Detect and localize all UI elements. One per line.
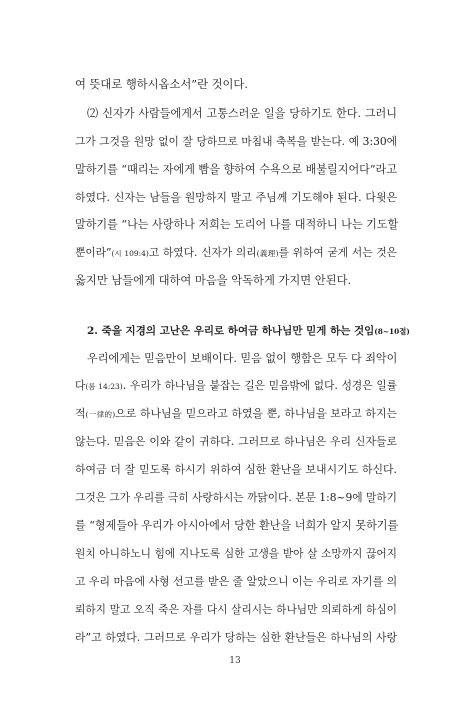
page-number: 13 (229, 656, 241, 666)
text-line: 적(一律的)으로 하나님을 믿으라고 하였을 뿐, 하나님을 보라고 하지는 (75, 407, 397, 420)
bible-reference: (롬 14:23) (85, 382, 123, 391)
text-line: 다(롬 14:23). 우리가 하나님을 붙잡는 길은 믿음밖에 없다. 성경은 일률 (75, 379, 397, 392)
text-line: 말하기를 “나는 사랑하나 저희는 도리어 나를 대적하니 나는 기도할 (75, 218, 399, 231)
section-heading: 2. 죽을 지경의 고난은 우리로 하여금 하나님만 믿게 하는 것임(8~10절) (87, 325, 410, 337)
text-line: 고 우리 마음에 사형 선고를 받은 줄 알았으니 이는 우리로 자기를 의 (75, 575, 398, 588)
text-line: 우리에게는 믿음만이 보배이다. 믿음 없이 행함은 모두 다 죄악이 (87, 352, 398, 365)
text-line: 라”고 하였다. 그러므로 우리가 당하는 심한 환난들은 하나님의 사랑 (75, 631, 397, 644)
text-line: 뿐이라”(시 109:4)고 하였다. 신자가 의리(義理)를 위하여 굳게 서는 것은 (75, 246, 397, 259)
text-line: ⑵ 신자가 사람들에게서 고통스러운 일을 당하기도 한다. 그러니 (87, 107, 397, 120)
text-line: 그가 그것을 원망 없이 잘 당하므로 마침내 축복을 받는다. 예 3:30에 (75, 135, 397, 148)
text-line: 를 “형제들아 우리가 아시아에서 당한 환난을 너희가 알지 못하기를 (75, 519, 399, 532)
text-line: 말하기를 “때리는 자에게 빰을 향하여 수욕으로 배불릴지어다”라고 (75, 163, 397, 176)
verse-range: (8~10절) (374, 327, 410, 336)
bible-reference: (시 109:4) (111, 249, 149, 258)
text-line: 옳지만 남들에게 대하여 마음을 악독하게 가지면 안된다. (75, 274, 352, 287)
hanja-annotation: (一律的) (85, 410, 116, 419)
text-line: 않는다. 믿음은 이와 같이 귀하다. 그러므로 하나님은 우리 신자들로 (75, 435, 397, 448)
text-line: 그것은 그가 우리를 극히 사랑하시는 까닭이다. 본문 1:8~9에 말하기 (75, 491, 397, 504)
text-line: 하였다. 신자는 남들을 원망하지 말고 주님께 기도해야 된다. 다윗은 (75, 191, 397, 204)
text-line: 원치 아니하노니 힘에 지나도록 심한 고생을 받아 살 소망까지 끊어지 (75, 547, 397, 560)
hanja-annotation: (義理) (256, 249, 279, 258)
text-line: 하여금 더 잘 믿도록 하시기 위하여 심한 환난을 보내시기도 하신다. (75, 463, 397, 476)
text-line: 뢰하지 말고 오직 죽은 자를 다시 살리시는 하나님만 의뢰하게 하심이 (75, 603, 397, 616)
text-line: 여 뜻대로 행하시옵소서”란 것이다. (75, 78, 248, 91)
